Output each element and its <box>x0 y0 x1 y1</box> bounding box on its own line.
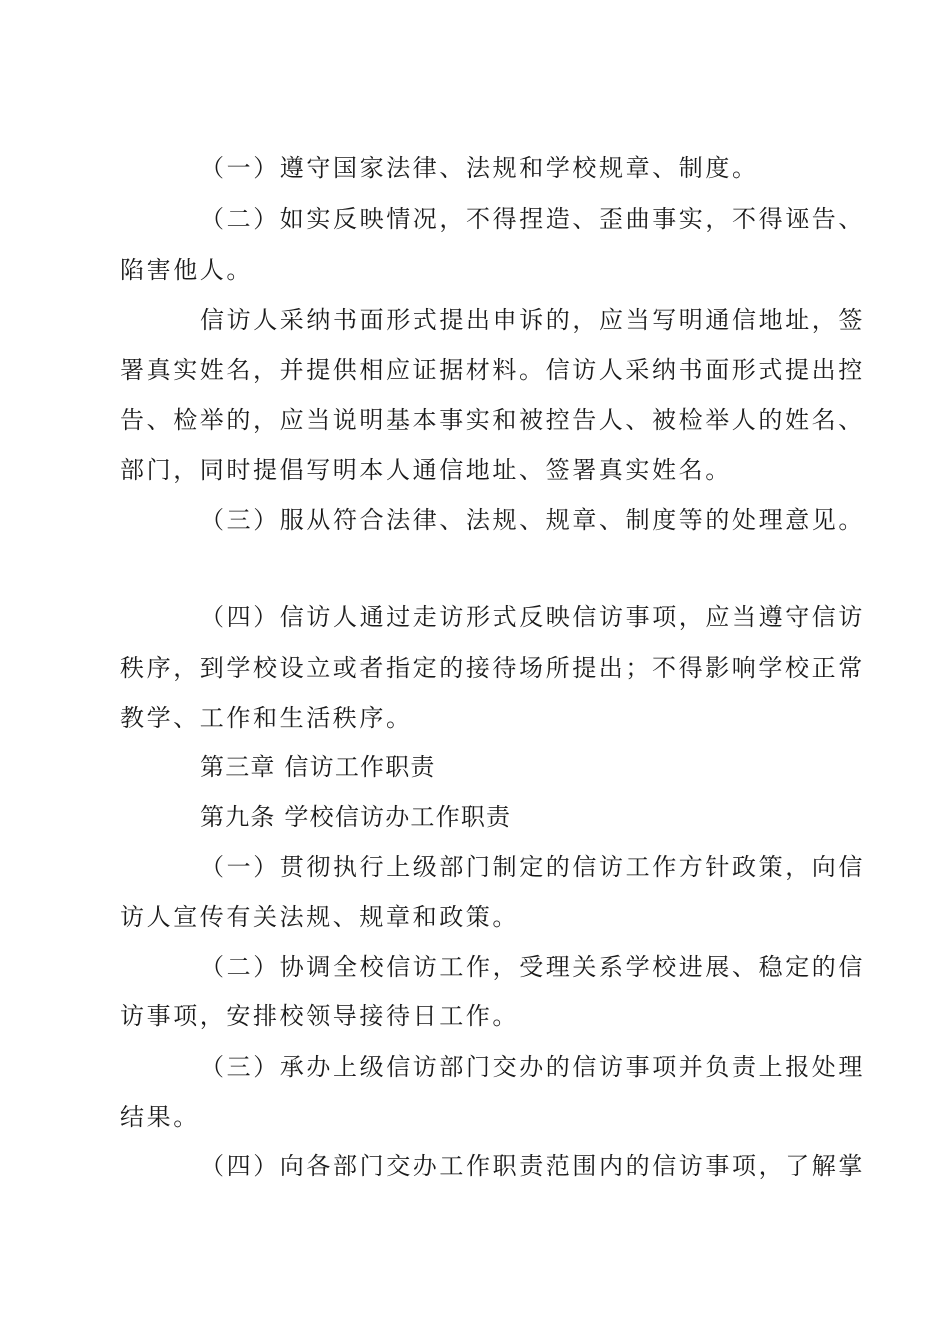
paragraph-line: （四）向各部门交办工作职责范围内的信访事项，了解掌 <box>200 1152 865 1180</box>
paragraph-line: 署真实姓名，并提供相应证据材料。信访人采纳书面形式提出控 <box>120 356 865 384</box>
paragraph-line: （二）协调全校信访工作，受理关系学校进展、稳定的信 <box>200 953 865 981</box>
paragraph-line: （二）如实反映情况，不得捏造、歪曲事实，不得诬告、 <box>200 205 865 233</box>
paragraph-line: 访人宣传有关法规、规章和政策。 <box>120 903 519 931</box>
paragraph-line: （四）信访人通过走访形式反映信访事项，应当遵守信访 <box>200 603 865 631</box>
paragraph-line: 结果。 <box>120 1103 200 1131</box>
paragraph-line: （一）贯彻执行上级部门制定的信访工作方针政策，向信 <box>200 853 865 881</box>
paragraph-line: 陷害他人。 <box>120 256 253 284</box>
paragraph-line: 告、检举的，应当说明基本事实和被控告人、被检举人的姓名、 <box>120 406 865 434</box>
chapter-heading: 第三章 信访工作职责 <box>200 753 436 781</box>
paragraph-line: 信访人采纳书面形式提出申诉的，应当写明通信地址，签 <box>200 306 865 334</box>
article-heading: 第九条 学校信访办工作职责 <box>200 803 512 831</box>
paragraph-line: 秩序，到学校设立或者指定的接待场所提出；不得影响学校正常 <box>120 654 865 682</box>
paragraph-line: 访事项，安排校领导接待日工作。 <box>120 1002 519 1030</box>
paragraph-line: 部门，同时提倡写明本人通信地址、签署真实姓名。 <box>120 456 732 484</box>
paragraph-line: （一）遵守国家法律、法规和学校规章、制度。 <box>200 154 759 182</box>
paragraph-line: （三）服从符合法律、法规、规章、制度等的处理意见。 <box>200 506 865 534</box>
paragraph-line: （三）承办上级信访部门交办的信访事项并负责上报处理 <box>200 1053 865 1081</box>
paragraph-line: 教学、工作和生活秩序。 <box>120 704 413 732</box>
